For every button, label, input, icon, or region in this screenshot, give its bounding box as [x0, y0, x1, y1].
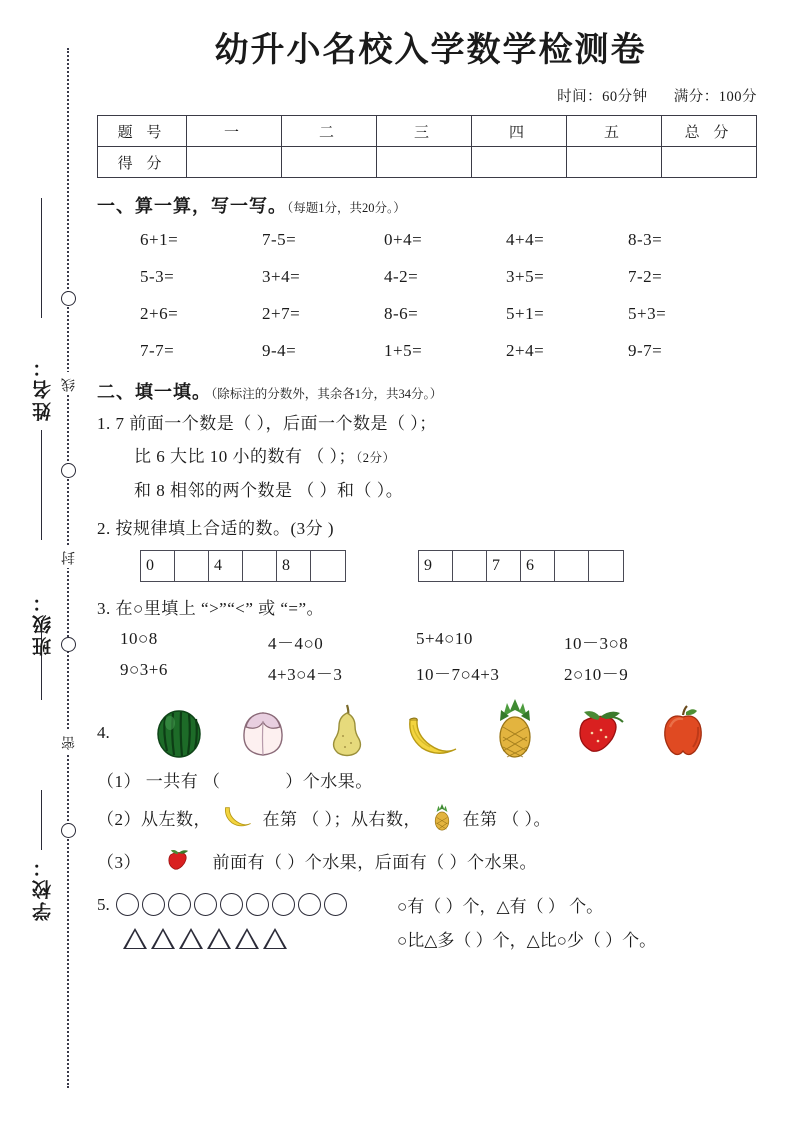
comparison-row-2 [120, 660, 793, 685]
strawberry-icon [162, 847, 194, 881]
comparison-problem[interactable]: 10○8 [120, 628, 158, 648]
score-row-header: 题 号 [98, 116, 187, 147]
question-2-5-text [397, 888, 656, 956]
arithmetic-problem[interactable]: 7-7= [140, 341, 175, 360]
question-2-4-sub2-b: 在第 （ ）；从右数， [262, 810, 421, 830]
circle-shape [220, 893, 243, 916]
perforation-circle [61, 463, 76, 478]
perforation-circle [61, 637, 76, 652]
sidebar-label-class: 班级： [33, 590, 54, 656]
question-2-1-line3[interactable]: 和 8 相邻的两个数是 （ ）和（ ）。 [134, 480, 404, 500]
comparison-problem[interactable]: 10－7○4+3 [416, 664, 500, 684]
comparison-row-1 [120, 629, 793, 654]
page-title: 幼升小名校入学数学检测卷 [214, 32, 647, 69]
score-cell-1[interactable] [187, 147, 282, 178]
sequence-b-cell[interactable] [453, 551, 487, 581]
exam-meta [92, 85, 757, 106]
arithmetic-problem[interactable]: 5-3= [140, 267, 175, 286]
sequence-a [140, 550, 346, 582]
triangle-shape [263, 928, 287, 949]
triangle-shape [123, 928, 147, 949]
circle-shape [272, 893, 295, 916]
arithmetic-problem[interactable]: 3+5= [506, 267, 545, 286]
question-2-1-line2[interactable] [134, 444, 793, 470]
section-2-points: （除标注的分数外，其余各1分，共34分。） [211, 387, 443, 401]
banana-icon [400, 715, 462, 759]
circle-shape [168, 893, 191, 916]
shape-diagram [97, 888, 357, 956]
question-2-4-sub1-a: （1） 一共有 （ [97, 771, 221, 791]
comparison-problem[interactable]: 4－4○0 [268, 633, 324, 653]
comparison-problem[interactable]: 4+3○4－3 [268, 664, 343, 684]
banana-icon [220, 805, 254, 837]
comparison-problem[interactable]: 2○10－9 [564, 664, 629, 684]
score-col-total: 总 分 [662, 116, 757, 147]
question-2-4-sub3-b: 前面有（ ）个水果，后面有（ ）个水果。 [212, 853, 537, 873]
score-col-1: 一 [187, 116, 282, 147]
score-cell-total[interactable] [662, 147, 757, 178]
score-col-2: 二 [282, 116, 377, 147]
exam-total-score: 满分：100分 [673, 89, 757, 105]
sequence-b-cell[interactable]: 7 [487, 551, 521, 581]
fruit-slot [641, 697, 725, 759]
score-cell-5[interactable] [567, 147, 662, 178]
sequence-a-cell[interactable] [311, 551, 345, 581]
circle-shape [142, 893, 165, 916]
peach-icon [236, 705, 290, 759]
question-2-5-number: 5. [97, 894, 110, 914]
question-2-1-line2-text: 比 6 大比 10 小的数有 （ ）； [134, 447, 356, 467]
arithmetic-problem[interactable]: 6+1= [140, 230, 179, 249]
circle-shape [298, 893, 321, 916]
question-2-4-sub2[interactable] [97, 803, 793, 839]
pineapple-icon [430, 803, 454, 839]
triangle-shape [235, 928, 259, 949]
question-2-2-title: 2. 按规律填上合适的数。(3分 ) [97, 519, 335, 539]
arithmetic-problem[interactable]: 2+4= [506, 341, 545, 360]
fruit-slot [305, 697, 389, 759]
comparison-problem[interactable]: 9○3+6 [120, 659, 168, 679]
question-2-1-line2-points: （2分） [356, 451, 396, 466]
arithmetic-problem[interactable]: 2+7= [262, 304, 301, 323]
sequence-a-cell[interactable]: 4 [209, 551, 243, 581]
arithmetic-row [140, 230, 760, 250]
perforation-circle [61, 823, 76, 838]
question-2-4-sub3[interactable] [97, 847, 793, 881]
question-2-1-line1[interactable]: 1. 7 前面一个数是（ ），后面一个数是（ ）； [97, 414, 437, 433]
score-col-4: 四 [472, 116, 567, 147]
arithmetic-problem[interactable]: 8-6= [384, 304, 419, 323]
perforation-dotted-line [67, 48, 69, 1088]
circle-row [97, 888, 357, 922]
question-2-4-sub2-a: （2）从左数， [97, 810, 211, 830]
sequence-b-cell[interactable]: 6 [521, 551, 555, 581]
arithmetic-problem[interactable]: 1+5= [384, 341, 423, 360]
sidebar-rule [41, 198, 42, 318]
score-col-5: 五 [567, 116, 662, 147]
pineapple-icon [491, 697, 539, 759]
fruit-slot [557, 697, 641, 759]
arithmetic-problem[interactable]: 4+4= [506, 230, 545, 249]
section-1-title: 一、算一算，写一写。 [97, 196, 287, 216]
sequence-a-cell[interactable] [243, 551, 277, 581]
triangle-row [97, 922, 357, 956]
question-2-4-sub1[interactable] [97, 769, 793, 795]
apple-icon [657, 703, 709, 759]
seal-char-mi: 密 [60, 730, 80, 753]
question-2-4-sub1-b: ）个水果。 [285, 771, 373, 791]
sequence-b-cell[interactable] [589, 551, 623, 581]
arithmetic-problem[interactable]: 3+4= [262, 267, 301, 286]
score-cell-2[interactable] [282, 147, 377, 178]
circle-shape [194, 893, 217, 916]
table-row-question-numbers [98, 116, 757, 147]
left-margin-sidebar [0, 0, 92, 1122]
arithmetic-grid [140, 230, 760, 361]
question-2-5 [97, 888, 793, 956]
arithmetic-problem[interactable]: 9-4= [262, 341, 297, 360]
arithmetic-row [140, 304, 760, 324]
question-2-4-sub3-a: （3） [97, 853, 141, 873]
arithmetic-problem[interactable]: 9-7= [628, 341, 663, 360]
seal-char-feng: 封 [60, 545, 80, 568]
arithmetic-problem[interactable]: 4-2= [384, 267, 419, 286]
question-2-4-sub2-c: 在第 （ ）。 [462, 810, 551, 830]
fruit-slot [389, 697, 473, 759]
sequence-a-cell[interactable]: 0 [141, 551, 175, 581]
sidebar-label-school: 学校： [33, 855, 54, 921]
arithmetic-problem[interactable]: 5+3= [628, 304, 667, 323]
exam-page [92, 0, 793, 1122]
seal-char-line: 线 [60, 372, 80, 395]
score-row-header-points: 得 分 [98, 147, 187, 178]
fruit-slot [473, 697, 557, 759]
fruit-slot [221, 697, 305, 759]
table-row-scores [98, 147, 757, 178]
arithmetic-row [140, 267, 760, 287]
score-col-3: 三 [377, 116, 472, 147]
section-1-heading [97, 192, 793, 218]
sequence-b-cell[interactable] [555, 551, 589, 581]
section-2-title: 二、填一填。 [97, 382, 211, 402]
circle-shape [116, 893, 139, 916]
circle-shape [324, 893, 347, 916]
sidebar-rule [41, 790, 42, 850]
pear-icon [323, 701, 371, 759]
section-2-heading [97, 378, 793, 404]
question-2-5-line1[interactable]: ○有（ ）个，△有（ ） 个。 [397, 897, 604, 917]
perforation-circle [61, 291, 76, 306]
question-2-5-line2[interactable]: ○比△多（ ）个，△比○少（ ）个。 [397, 931, 657, 951]
arithmetic-problem[interactable]: 8-3= [628, 230, 663, 249]
strawberry-icon [570, 705, 628, 759]
comparison-problem[interactable]: 5+4○10 [416, 628, 473, 648]
score-cell-3[interactable] [377, 147, 472, 178]
section-1-points: （每题1分，共20分。） [287, 201, 406, 215]
arithmetic-row [140, 341, 760, 361]
exam-time: 时间：60分钟 [557, 89, 648, 105]
sidebar-rule [41, 430, 42, 540]
arithmetic-problem[interactable]: 7-5= [262, 230, 297, 249]
score-table [97, 115, 757, 178]
arithmetic-problem[interactable]: 0+4= [384, 230, 423, 249]
sequence-b-cell[interactable]: 9 [419, 551, 453, 581]
triangle-shape [179, 928, 203, 949]
circle-shape [246, 893, 269, 916]
arithmetic-problem[interactable]: 2+6= [140, 304, 179, 323]
watermelon-icon [151, 707, 207, 759]
score-cell-4[interactable] [472, 147, 567, 178]
comparison-problem[interactable]: 10－3○8 [564, 633, 629, 653]
sequence-a-cell[interactable]: 8 [277, 551, 311, 581]
sequence-b [418, 550, 624, 582]
arithmetic-problem[interactable]: 5+1= [506, 304, 545, 323]
question-2-4-number: 4. [97, 722, 110, 742]
sequence-boxes-row [140, 550, 793, 582]
sidebar-label-name: 姓名： [33, 355, 54, 421]
sequence-a-cell[interactable] [175, 551, 209, 581]
question-2-4-fruit-row [97, 697, 793, 759]
triangle-shape [151, 928, 175, 949]
triangle-shape [207, 928, 231, 949]
question-2-3-title: 3. 在○里填上 “>”“<” 或 “=”。 [97, 599, 325, 619]
fruit-slot [137, 697, 221, 759]
arithmetic-problem[interactable]: 7-2= [628, 267, 663, 286]
